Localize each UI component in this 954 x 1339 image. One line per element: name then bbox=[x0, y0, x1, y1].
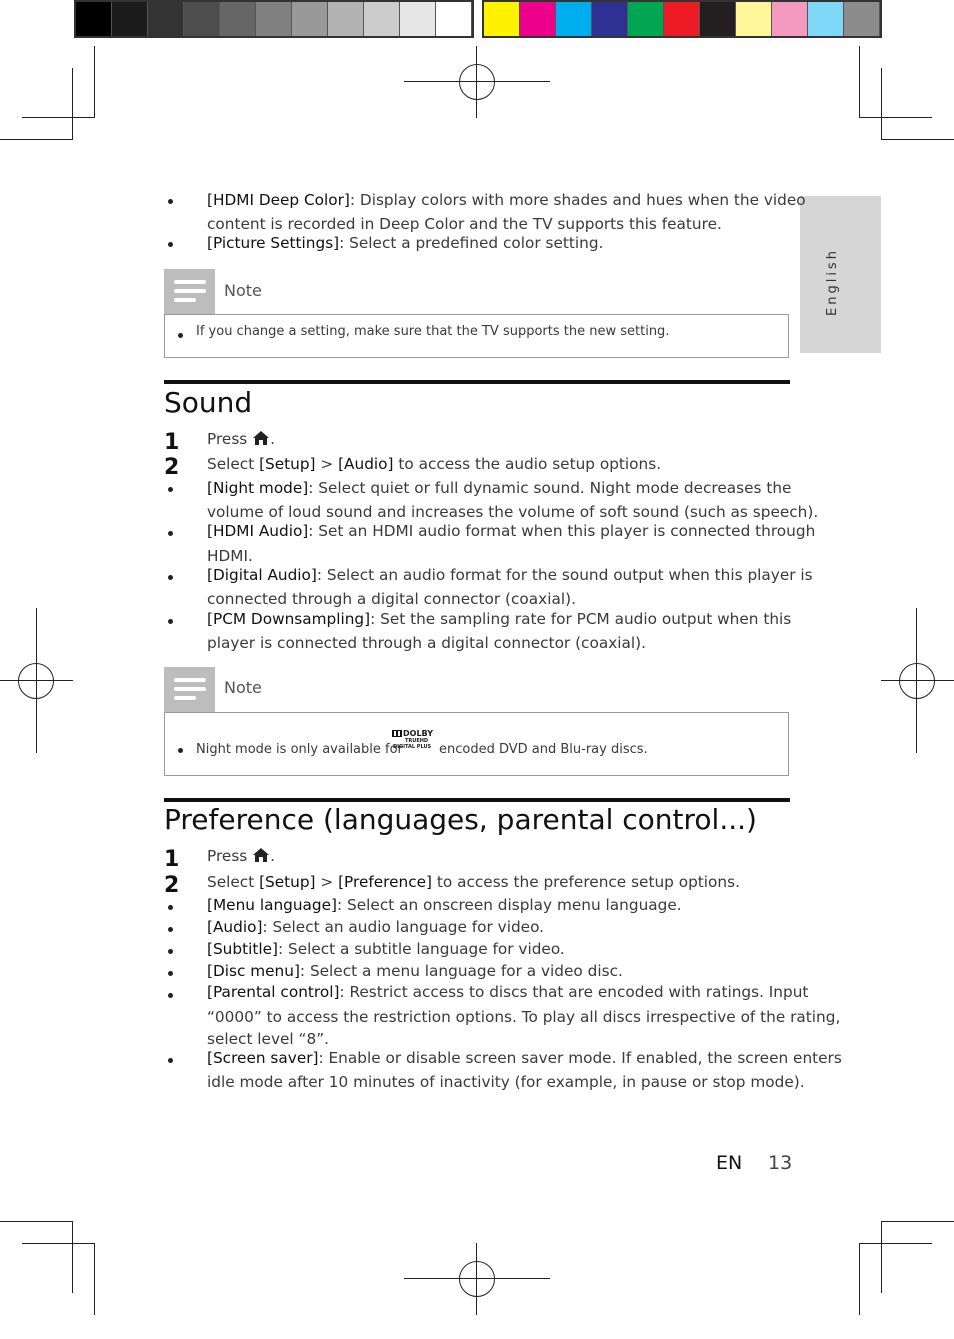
home-icon bbox=[252, 847, 270, 863]
note-label: Note bbox=[224, 678, 262, 697]
language-tab-label: English bbox=[825, 248, 840, 316]
section-title-preference: Preference (languages, parental control...) bbox=[164, 803, 757, 836]
list-item-picture-settings: [Picture Settings]: Select a predefined color setting. bbox=[207, 234, 604, 252]
dolby-truehd-logo bbox=[391, 729, 438, 756]
bullet bbox=[168, 242, 173, 247]
registration-mark bbox=[899, 663, 935, 699]
gray-swatch bbox=[328, 2, 364, 36]
list-item-digital-audio: [Digital Audio]: Select an audio format for the sound output when this player is bbox=[207, 566, 813, 584]
color-swatch bbox=[736, 2, 772, 36]
step-number: 2 bbox=[164, 455, 180, 480]
crop-mark bbox=[881, 139, 954, 140]
crop-mark bbox=[94, 46, 95, 118]
note-icon bbox=[164, 667, 215, 712]
step-number: 2 bbox=[164, 873, 180, 898]
color-swatch bbox=[556, 2, 592, 36]
bullet bbox=[168, 905, 173, 910]
gray-swatch bbox=[184, 2, 220, 36]
color-bar bbox=[482, 0, 882, 38]
note-text: If you change a setting, make sure that the TV supports the new setting. bbox=[196, 324, 670, 339]
bullet bbox=[168, 993, 173, 998]
registration-mark bbox=[459, 64, 495, 100]
registration-mark-v bbox=[476, 1243, 477, 1315]
bullet bbox=[168, 971, 173, 976]
list-item-continuation: “0000” to access the restriction options. To play all discs irrespective of the rating, bbox=[207, 1008, 841, 1026]
crop-mark bbox=[859, 117, 932, 118]
gray-swatch bbox=[112, 2, 148, 36]
step-1: Press . bbox=[207, 847, 276, 865]
bullet bbox=[168, 619, 173, 624]
crop-mark bbox=[72, 68, 73, 140]
bullet bbox=[168, 199, 173, 204]
crop-mark bbox=[881, 68, 882, 140]
gray-swatch bbox=[256, 2, 292, 36]
color-swatch bbox=[484, 2, 520, 36]
registration-mark-v bbox=[476, 46, 477, 118]
step-number: 1 bbox=[164, 430, 180, 455]
list-item-parental-control: [Parental control]: Restrict access to discs that are encoded with ratings. Input bbox=[207, 983, 809, 1001]
note-text: encoded DVD and Blu-ray discs. bbox=[439, 742, 648, 757]
crop-mark bbox=[22, 117, 95, 118]
bullet bbox=[168, 927, 173, 932]
list-item-night-mode: [Night mode]: Select quiet or full dynamic sound. Night mode decreases the bbox=[207, 479, 792, 497]
registration-mark-h bbox=[404, 81, 550, 82]
color-swatch bbox=[520, 2, 556, 36]
color-swatch bbox=[592, 2, 628, 36]
list-item-continuation: content is recorded in Deep Color and the TV supports this feature. bbox=[207, 215, 722, 233]
list-item-screen-saver: [Screen saver]: Enable or disable screen saver mode. If enabled, the screen enters bbox=[207, 1049, 842, 1067]
gray-swatch bbox=[400, 2, 436, 36]
bullet bbox=[168, 575, 173, 580]
list-item-disc-menu: [Disc menu]: Select a menu language for a video disc. bbox=[207, 962, 623, 980]
section-rule bbox=[164, 798, 790, 802]
step-2: Select [Setup] > [Audio] to access the audio setup options. bbox=[207, 455, 662, 473]
color-swatch bbox=[628, 2, 664, 36]
gray-swatch bbox=[436, 2, 472, 36]
note-text: Night mode is only available for bbox=[196, 742, 403, 757]
list-item-audio: [Audio]: Select an audio language for video. bbox=[207, 918, 545, 936]
registration-mark-h bbox=[881, 680, 954, 681]
crop-mark bbox=[859, 46, 860, 118]
list-item-hdmi-deep-color: [HDMI Deep Color]: Display colors with more shades and hues when the video bbox=[207, 191, 806, 209]
note-label: Note bbox=[224, 281, 262, 300]
dolby-dd-icon bbox=[392, 730, 402, 737]
registration-mark-v bbox=[916, 608, 917, 753]
gray-swatch bbox=[292, 2, 328, 36]
crop-mark bbox=[0, 139, 73, 140]
list-item-hdmi-audio: [HDMI Audio]: Set an HDMI audio format when this player is connected through bbox=[207, 522, 816, 540]
color-swatch bbox=[772, 2, 808, 36]
registration-mark bbox=[459, 1261, 495, 1297]
crop-mark bbox=[22, 1243, 95, 1244]
list-item-continuation: connected through a digital connector (coaxial). bbox=[207, 590, 576, 608]
note-icon bbox=[164, 269, 215, 314]
list-item-continuation: select level “8”. bbox=[207, 1030, 329, 1048]
registration-mark-v bbox=[36, 608, 37, 753]
gray-swatch bbox=[220, 2, 256, 36]
crop-mark bbox=[94, 1243, 95, 1315]
home-icon bbox=[252, 430, 270, 446]
list-item-menu-language: [Menu language]: Select an onscreen display menu language. bbox=[207, 896, 682, 914]
list-item-continuation: idle mode after 10 minutes of inactivity (for example, in pause or stop mode). bbox=[207, 1073, 805, 1091]
crop-mark bbox=[881, 1221, 882, 1293]
registration-mark-h bbox=[404, 1278, 550, 1279]
section-rule bbox=[164, 380, 790, 384]
language-tab bbox=[800, 196, 881, 353]
crop-mark bbox=[0, 1221, 73, 1222]
dolby-logo-line1: DOLBY bbox=[403, 729, 433, 738]
gray-scale-bar bbox=[74, 0, 474, 38]
bullet bbox=[178, 748, 183, 753]
gray-swatch bbox=[76, 2, 112, 36]
bullet bbox=[168, 531, 173, 536]
dolby-logo-line2: TRUEHD bbox=[405, 738, 429, 744]
crop-mark bbox=[859, 1243, 932, 1244]
dolby-logo-line3: DIGITAL PLUS bbox=[393, 744, 432, 750]
bullet bbox=[168, 1058, 173, 1063]
color-swatch bbox=[664, 2, 700, 36]
gray-swatch bbox=[364, 2, 400, 36]
color-swatch bbox=[844, 2, 880, 36]
crop-mark bbox=[881, 1221, 954, 1222]
section-title-sound: Sound bbox=[164, 386, 253, 419]
bullet bbox=[168, 949, 173, 954]
color-swatch bbox=[700, 2, 736, 36]
list-item-subtitle: [Subtitle]: Select a subtitle language for video. bbox=[207, 940, 565, 958]
footer-language: EN bbox=[716, 1152, 743, 1174]
step-2: Select [Setup] > [Preference] to access the preference setup options. bbox=[207, 873, 740, 891]
bullet bbox=[178, 333, 183, 338]
color-swatch bbox=[808, 2, 844, 36]
bullet bbox=[168, 487, 173, 492]
step-1: Press . bbox=[207, 430, 276, 448]
list-item-continuation: HDMI. bbox=[207, 547, 253, 565]
gray-swatch bbox=[148, 2, 184, 36]
crop-mark bbox=[859, 1243, 860, 1315]
page-number: 13 bbox=[768, 1152, 793, 1174]
crop-mark bbox=[72, 1221, 73, 1293]
step-number: 1 bbox=[164, 847, 180, 872]
list-item-continuation: volume of loud sound and increases the volume of soft sound (such as speech). bbox=[207, 503, 819, 521]
list-item-pcm-downsampling: [PCM Downsampling]: Set the sampling rate for PCM audio output when this bbox=[207, 610, 792, 628]
list-item-continuation: player is connected through a digital connector (coaxial). bbox=[207, 634, 646, 652]
